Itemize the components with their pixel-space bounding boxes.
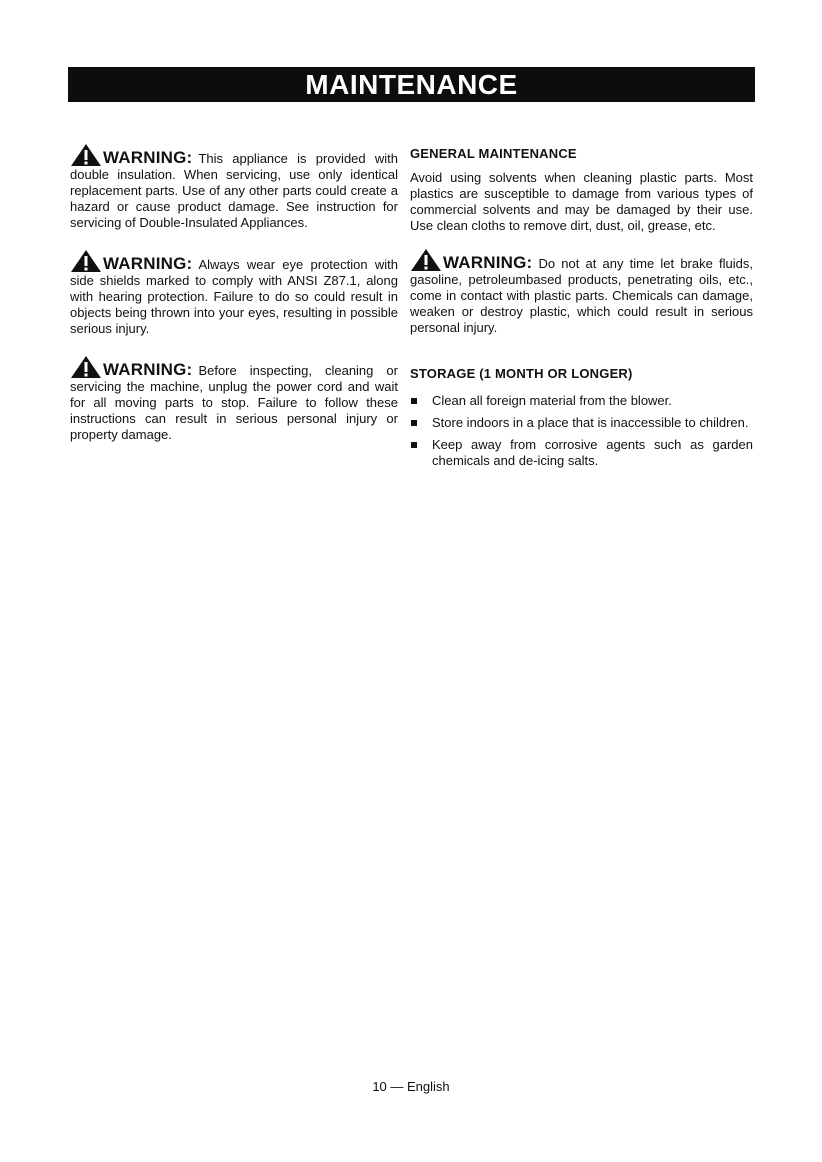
list-item: Clean all foreign material from the blower. xyxy=(410,393,753,409)
warning-block-unplug xyxy=(70,355,398,443)
warning-triangle-icon xyxy=(70,355,102,379)
warning-block-eye-protection xyxy=(70,249,398,337)
warning-block-solvents xyxy=(410,248,753,336)
page-number: 10 — English xyxy=(372,1079,450,1094)
warning-triangle-icon xyxy=(70,249,102,273)
warning-label: WARNING: xyxy=(443,253,533,272)
warning-triangle-icon xyxy=(410,248,442,272)
page-title-bar xyxy=(68,67,755,102)
storage-heading: STORAGE (1 MONTH OR LONGER) xyxy=(410,366,633,381)
warning-text: Before inspecting, cleaning or servicing the machine, unplug the power cord and wait for all moving parts to stop. Failure to follow these instructions can result in serious personal injury or property damage. xyxy=(70,363,398,442)
warning-text: Do not at any time let brake fluids, gasoline, petroleumbased products, penetrating oils, etc., come in contact with plastic parts. Chemicals can damage, weaken or destroy plastic, which could result in serious personal injury. xyxy=(410,256,753,335)
warning-text: Always wear eye protection with side shields marked to comply with ANSI Z87.1, along with hearing protection. Failure to do so could result in objects being thrown into your eyes, resulting in possible serious injury. xyxy=(70,257,398,336)
list-item: Keep away from corrosive agents such as garden chemicals and de-icing salts. xyxy=(410,437,753,469)
storage-list xyxy=(410,393,753,469)
bullet-icon xyxy=(411,398,417,404)
warning-triangle-icon xyxy=(70,143,102,167)
list-item: Store indoors in a place that is inaccessible to children. xyxy=(410,415,753,431)
general-maintenance-section xyxy=(410,146,753,234)
page-title: MAINTENANCE xyxy=(305,68,518,100)
bullet-icon xyxy=(411,442,417,448)
page-footer xyxy=(0,1079,822,1094)
warning-block-insulation xyxy=(70,143,398,231)
storage-section xyxy=(410,366,753,469)
warning-label: WARNING: xyxy=(103,254,193,273)
left-column xyxy=(70,143,398,461)
warning-label: WARNING: xyxy=(103,148,193,167)
bullet-icon xyxy=(411,420,417,426)
warning-text: This appliance is provided with double insulation. When servicing, use only identical replacement parts. Use of any other parts could create a hazard or cause product damage. See instruction for servicing of Double-Insulated Appliances. xyxy=(70,151,398,230)
right-column xyxy=(410,146,753,483)
general-maintenance-text: Avoid using solvents when cleaning plastic parts. Most plastics are susceptible to damage from various types of commercial solvents and may be damaged by their use. Use clean cloths to remove dirt, dust, oil, grease, etc. xyxy=(410,170,753,233)
warning-label: WARNING: xyxy=(103,360,193,379)
general-maintenance-heading: GENERAL MAINTENANCE xyxy=(410,146,577,161)
